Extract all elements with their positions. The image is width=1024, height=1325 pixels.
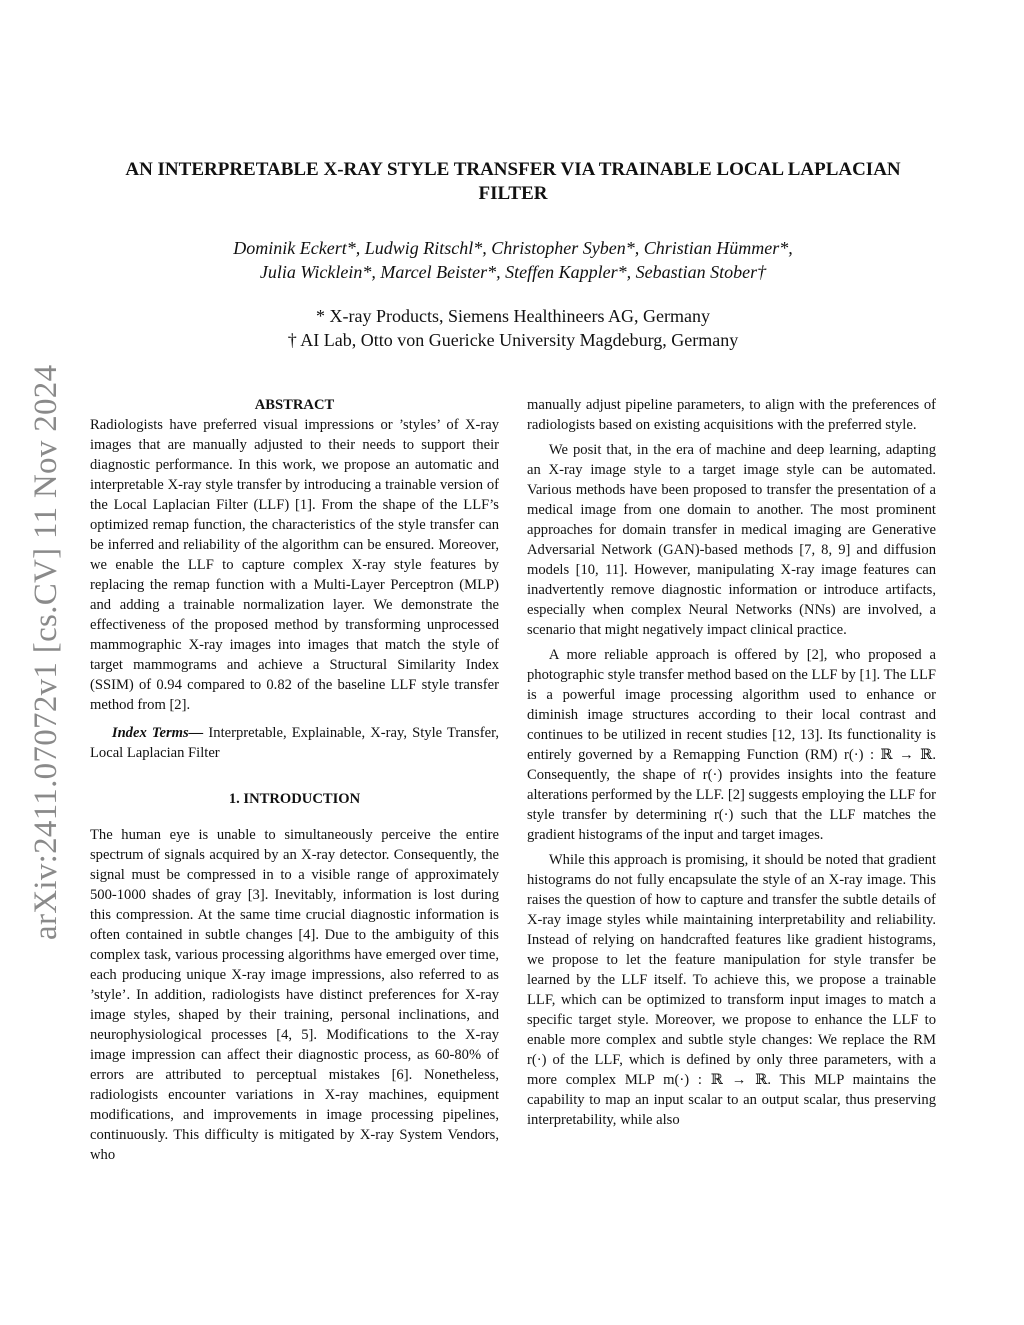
right-paragraph-2: We posit that, in the era of machine and deep learning, adapting an X-ray image style to a target image style can be automated. Various methods have been proposed to transfer the presentation of a medical image from one domain to another. The most prominent approaches for domain transfer in medical imaging are Generative Adversarial Network (GAN)-based methods [7, 8, 9] and diffusion models [10, 11]. However, manipulating X-ray image features can inadvertently remove diagnostic information or introduce artifacts, especially when complex Neural Networks (NNs) are involved, a scenario that might negatively impact clinical practice. [527,442,936,638]
index-terms-text: Interpretable, Explainable, X-ray, Style Transfer, Local Laplacian Filter [90,725,499,761]
right-paragraph-3: A more reliable approach is offered by [2], who proposed a photographic style transfer method based on the LLF by [1]. The LLF is a powerful image processing algorithm used to enhance or diminish image structures according to their local contrast and continues to be utilized in recent studies [12, 13]. Its functionality is entirely governed by a Remapping Function (RM) r(·) : ℝ → ℝ. Consequently, the shape of r(·) provides insights into the feature alterations performed by the LLF. [2] suggests employing the LLF for style transfer by determining r(·) such that the LLF matches the gradient histograms of the input and target images. [527,647,936,843]
left-column [90,395,499,1165]
abstract-text: Radiologists have preferred visual impressions or ’styles’ of X-ray images that are manually adjusted to their needs to support their diagnostic performance. In this work, we propose an automatic and interpretable X-ray style transfer by introducing a trainable version of the Local Laplacian Filter (LLF) [1]. From the shape of the LLF’s optimized remap function, the characteristics of the style transfer can be inferred and reliability of the algorithm can be ensured. Moreover, we enable the LLF to capture complex X-ray style features by replacing the remap function with a Multi-Layer Perceptron (MLP) and adding a trainable normalization layer. We demonstrate the effectiveness of the proposed method by transforming unprocessed mammographic X-ray images into images that match the style of target mammograms and achieve a Structural Similarity Index (SSIM) of 0.94 compared to 0.82 of the baseline LLF style transfer method from [2]. [90,417,499,713]
affiliation-list [90,304,936,352]
right-column [527,395,936,1130]
right-paragraph-1: manually adjust pipeline parameters, to align with the preferences of radiologists based on existing acquisitions with the preferred style. [527,397,936,433]
paper-title: AN INTERPRETABLE X-RAY STYLE TRANSFER VIA TRAINABLE LOCAL LAPLACIAN FILTER [125,159,901,204]
affiliation-2: † AI Lab, Otto von Guericke University Magdeburg, Germany [287,330,739,350]
author-list [90,236,936,284]
author-line-1: Dominik Eckert*, Ludwig Ritschl*, Christopher Syben*, Christian Hümmer*, [233,238,793,258]
intro-paragraph-1: The human eye is unable to simultaneously perceive the entire spectrum of signals acquired by an X-ray detector. Consequently, the signal must be compressed in to a visible range of approximately 500-1000 shades of gray [3]. Inevitably, information is lost during this compression. At the same time crucial diagnostic information is often contained in subtle changes [4]. Due to the ambiguity of this complex task, various processing algorithms have emerged over time, each producing unique X-ray image impressions, also referred to as ’style’. In addition, radiologists have distinct preferences for X-ray image styles, shaped by their training, personal inclinations, and neurophysiological processes [4, 5]. Modifications to the X-ray image impression can affect their diagnostic process, as 60-80% of errors are attributed to perceptual mistakes [6]. Nonetheless, radiologists encounter variations in X-ray machines, equipment modifications, and improvements in image processing pipelines, continuously. This difficulty is mitigated by X-ray System Vendors, who [90,827,499,1163]
index-terms [90,723,499,763]
introduction-heading: 1. INTRODUCTION [228,791,361,807]
arxiv-identifier: arXiv:2411.07072v1 [cs.CV] 11 Nov 2024 [28,364,64,940]
right-paragraph-4: While this approach is promising, it should be noted that gradient histograms do not fully encapsulate the style of an X-ray image. This raises the question of how to capture and transfer the subtle details of X-ray image styles while maintaining interpretability and reliability. Instead of relying on handcrafted features like gradient histograms, we propose to let the feature manipulation for style transfer be learned by the LLF itself. To achieve this, we propose a trainable LLF, which can be optimized to transform input images to match a specific target style. Moreover, we propose to enhance the LLF to enable more complex and subtle style changes: We replace the RM r(·) of the LLF, which is defined by only three parameters, with a more complex MLP m(·) : ℝ → ℝ. This MLP maintains the capability to map an input scalar to an output scalar, thus preserving interpretability, while also [527,852,936,1128]
index-terms-label: Index Terms— [111,725,204,741]
affiliation-1: * X-ray Products, Siemens Healthineers AG, Germany [316,306,710,326]
abstract-heading: ABSTRACT [254,397,335,413]
author-line-2: Julia Wicklein*, Marcel Beister*, Steffen Kappler*, Sebastian Stober† [259,262,767,282]
